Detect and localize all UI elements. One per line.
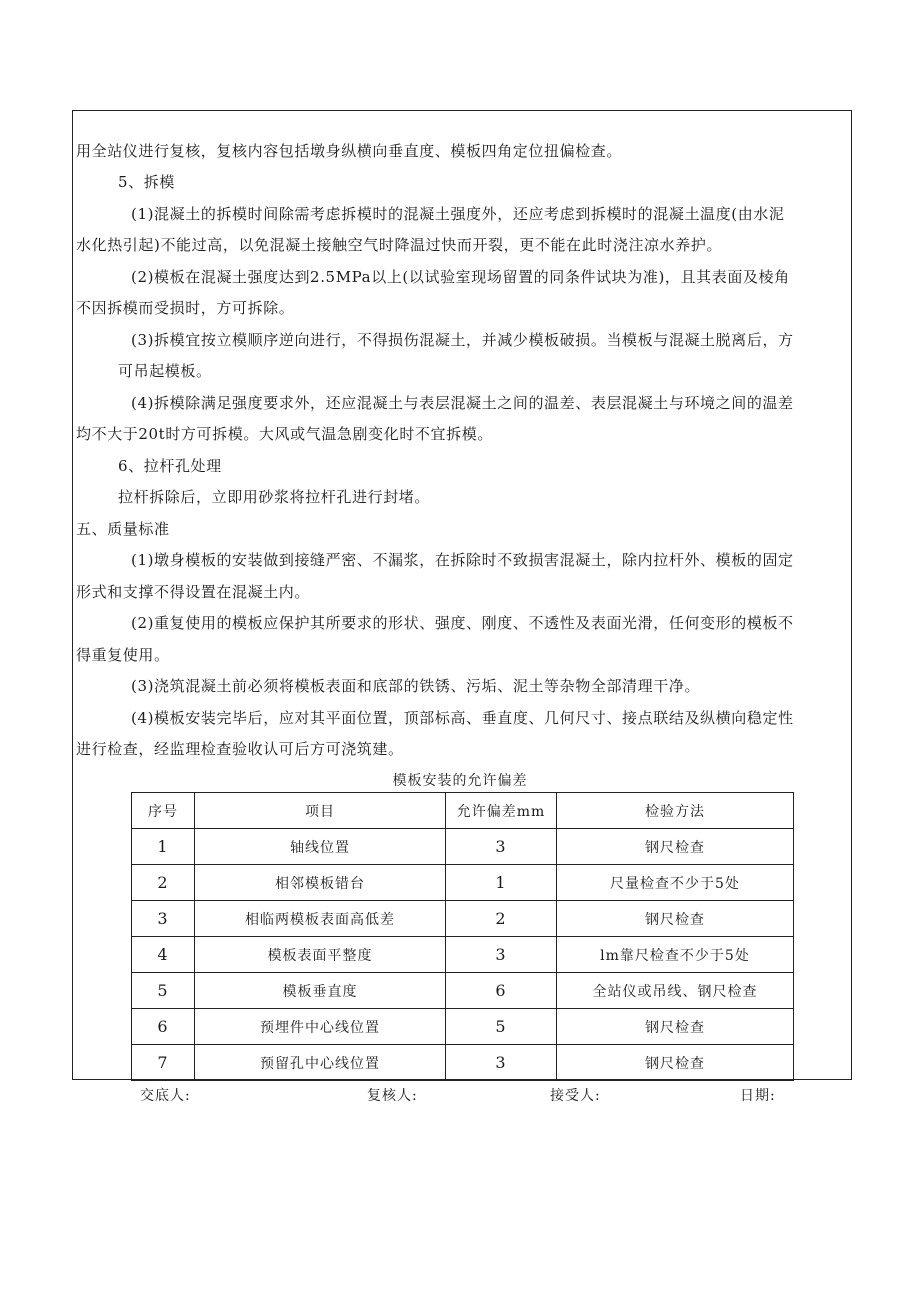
reviewer-label: 复核人: [367, 1088, 418, 1104]
paragraph: (3)拆模宜按立模顺序逆向进行，不得损伤混凝土，并减少模板破损。当模板与混凝土脱离后，方 [131, 331, 794, 349]
cell-item: 相邻模板错台 [195, 865, 446, 901]
table-row [132, 865, 794, 901]
table-row [132, 973, 794, 1009]
cell-method: 尺量检查不少于5处 [557, 865, 794, 901]
cell-method: 钢尺检查 [557, 901, 794, 937]
cell-item: 模板表面平整度 [195, 937, 446, 973]
cell-tolerance: 3 [446, 1045, 557, 1081]
date-label: 日期: [740, 1088, 776, 1104]
paragraph: 形式和支撑不得设置在混凝土内。 [76, 583, 311, 601]
cell-tolerance: 2 [446, 901, 557, 937]
cell-index: 6 [132, 1009, 195, 1045]
paragraph: (1)混凝土的拆模时间除需考虑拆模时的混凝土强度外，还应考虑到拆模时的混凝土温度(由水泥 [131, 205, 785, 223]
cell-item: 预留孔中心线位置 [195, 1045, 446, 1081]
paragraph: (4)拆模除满足强度要求外，还应混凝土与表层混凝土之间的温差、表层混凝土与环境之间的温差 [131, 394, 794, 412]
cell-item: 轴线位置 [195, 829, 446, 865]
paragraph: (1)墩身模板的安装做到接缝严密、不漏浆，在拆除时不致损害混凝土，除内拉杆外、模板的固定 [131, 551, 794, 569]
paragraph: (4)模板安装完毕后，应对其平面位置，顶部标高、垂直度、几何尺寸、接点联结及纵横向稳定性 [131, 709, 794, 727]
paragraph: 水化热引起)不能过高，以免混凝土接触空气时降温过快而开裂，更不能在此时浇注凉水养护。 [76, 236, 723, 254]
cell-tolerance: 1 [446, 865, 557, 901]
paragraph: 进行检查，经监理检查验收认可后方可浇筑建。 [76, 740, 404, 758]
cell-tolerance: 3 [446, 829, 557, 865]
paragraph: (2)模板在混凝土强度达到2.5MPa以上(以试验室现场留置的同条件试块为准)，且其表面及棱角 [131, 268, 790, 286]
cell-index: 4 [132, 937, 195, 973]
paragraph: 用全站仪进行复核，复核内容包括墩身纵横向垂直度、模板四角定位扭偏检查。 [76, 142, 623, 160]
cell-item: 模板垂直度 [195, 973, 446, 1009]
cell-index: 2 [132, 865, 195, 901]
cell-index: 7 [132, 1045, 195, 1081]
tolerance-table [131, 792, 794, 1081]
paragraph: 不因拆模而受损时，方可拆除。 [76, 299, 295, 317]
cell-method: lm靠尺检查不少于5处 [557, 937, 794, 973]
paragraph: 得重复使用。 [76, 646, 170, 664]
header-item: 项目 [195, 793, 446, 829]
cell-method: 钢尺检查 [557, 1009, 794, 1045]
header-method: 检验方法 [557, 793, 794, 829]
section-heading: 5、拆模 [118, 173, 175, 191]
table-row [132, 901, 794, 937]
table-row [132, 1045, 794, 1081]
paragraph: 可吊起模板。 [118, 362, 212, 380]
cell-method: 钢尺检查 [557, 1045, 794, 1081]
receiver-label: 接受人: [550, 1088, 601, 1104]
table-caption: 模板安装的允许偏差 [392, 773, 528, 789]
cell-tolerance: 3 [446, 937, 557, 973]
cell-item: 相临两模板表面高低差 [195, 901, 446, 937]
cell-item: 预埋件中心线位置 [195, 1009, 446, 1045]
cell-index: 1 [132, 829, 195, 865]
cell-tolerance: 6 [446, 973, 557, 1009]
cell-index: 3 [132, 901, 195, 937]
table-row [132, 1009, 794, 1045]
cell-method: 钢尺检查 [557, 829, 794, 865]
header-index: 序号 [132, 793, 195, 829]
cell-tolerance: 5 [446, 1009, 557, 1045]
table-row [132, 829, 794, 865]
section-heading: 五、质量标准 [76, 520, 170, 538]
section-heading: 6、拉杆孔处理 [118, 457, 222, 475]
paragraph: (3)浇筑混凝土前必须将模板表面和底部的铁锈、污垢、泥土等杂物全部清理干净。 [131, 677, 701, 695]
table-row [132, 937, 794, 973]
paragraph: (2)重复使用的模板应保护其所要求的形状、强度、刚度、不透性及表面光滑，任何变形的模板不 [131, 614, 794, 632]
cell-method: 全站仪或吊线、钢尺检查 [557, 973, 794, 1009]
header-tolerance: 允许偏差mm [446, 793, 557, 829]
paragraph: 均不大于20t时方可拆模。大风或气温急剧变化时不宜拆模。 [76, 425, 493, 443]
paragraph: 拉杆拆除后，立即用砂浆将拉杆孔进行封堵。 [118, 488, 431, 506]
table-header-row [132, 793, 794, 829]
submitter-label: 交底人: [140, 1088, 191, 1104]
cell-index: 5 [132, 973, 195, 1009]
